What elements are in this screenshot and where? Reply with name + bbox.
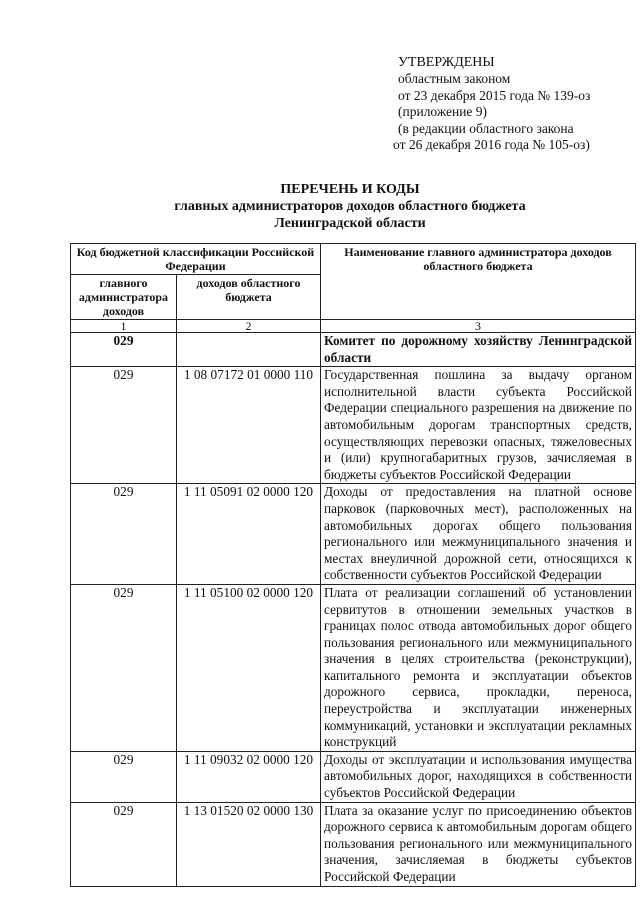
revenue-code: 1 11 09032 02 0000 120 <box>177 751 321 802</box>
revenue-name: Плата за оказание услуг по присоединению объектов дорожного сервиса к автомобильным дорогам общего пользования регионального или межмуниципального значения, зачисляемая в бюджеты субъектов Российской Федерации <box>321 802 636 886</box>
header-col2: доходов областного бюджета <box>177 275 321 320</box>
table-row <box>71 367 636 484</box>
admin-code: 029 <box>71 367 177 484</box>
revenue-code <box>177 333 321 367</box>
revenue-name: Доходы от предоставления на платной основе парковок (парковочных мест), расположенных на автомобильных дорогах общего пользования регионального или межмуниципального значения и местах внеуличной дорожной сети, относящихся к собственности субъектов Российской Федерации <box>321 484 636 585</box>
approval-line: (в редакции областного закона <box>398 120 574 136</box>
title-line: главных администраторов доходов областного бюджета <box>174 199 526 214</box>
approval-line: (приложение 9) <box>398 104 488 120</box>
column-number: 1 <box>71 320 177 333</box>
revenue-name: Государственная пошлина за выдачу органом исполнительной власти субъекта Российской Федерации специального разрешения на движение по автомобильным дорогам транспортных средств, осуществляющих перевозки опасных, тяжеловесных и (или) крупногабаритных грузов, зачисляемая в бюджеты субъектов Российской Федерации <box>321 367 636 484</box>
approval-line: от 23 декабря 2015 года № 139-оз <box>398 87 591 103</box>
admin-code: 029 <box>71 802 177 886</box>
approval-line: областным законом <box>398 71 511 87</box>
admin-code: 029 <box>71 751 177 802</box>
title-line: Ленинградской области <box>274 216 426 231</box>
table-row <box>71 751 636 802</box>
admin-code: 029 <box>71 584 177 751</box>
approval-line: от 26 декабря 2016 года № 105-оз) <box>393 137 590 153</box>
revenue-name: Доходы от эксплуатации и использования имущества автомобильных дорог, находящихся в собственности субъектов Российской Федерации <box>321 751 636 802</box>
table-row <box>71 333 636 367</box>
table-row <box>71 584 636 751</box>
header-col1: главного администратора доходов <box>71 275 177 320</box>
revenue-administrators-table <box>70 243 636 887</box>
header-col3: Наименование главного администратора доходов областного бюджета <box>321 244 636 320</box>
administrator-name: Комитет по дорожному хозяйству Ленинградской области <box>321 333 636 367</box>
table-row <box>71 484 636 585</box>
revenue-code: 1 13 01520 02 0000 130 <box>177 802 321 886</box>
revenue-code: 1 08 07172 01 0000 110 <box>177 367 321 484</box>
revenue-name: Плата от реализации соглашений об установлении сервитутов в отношении земельных участков в границах полос отвода автомобильных дорог общего пользования регионального или межмуниципального значения в целях строительства (реконструкции), капитального ремонта и эксплуатации объектов дорожного сервиса, прокладки, переноса, переустройства и эксплуатации инженерных коммуникаций, установки и эксплуатации рекламных конструкций <box>321 584 636 751</box>
header-group: Код бюджетной классификации Российской Федерации <box>71 244 321 275</box>
header-row <box>71 244 636 275</box>
document-title <box>60 181 640 232</box>
column-number-row <box>71 320 636 333</box>
table-row <box>71 802 636 886</box>
approval-block <box>393 55 591 153</box>
revenue-code: 1 11 05091 02 0000 120 <box>177 484 321 585</box>
approval-line: УТВЕРЖДЕНЫ <box>398 55 495 70</box>
title-line: ПЕРЕЧЕНЬ И КОДЫ <box>280 182 420 197</box>
column-number: 2 <box>177 320 321 333</box>
admin-code: 029 <box>71 484 177 585</box>
revenue-code: 1 11 05100 02 0000 120 <box>177 584 321 751</box>
column-number: 3 <box>321 320 636 333</box>
admin-code: 029 <box>71 333 177 367</box>
